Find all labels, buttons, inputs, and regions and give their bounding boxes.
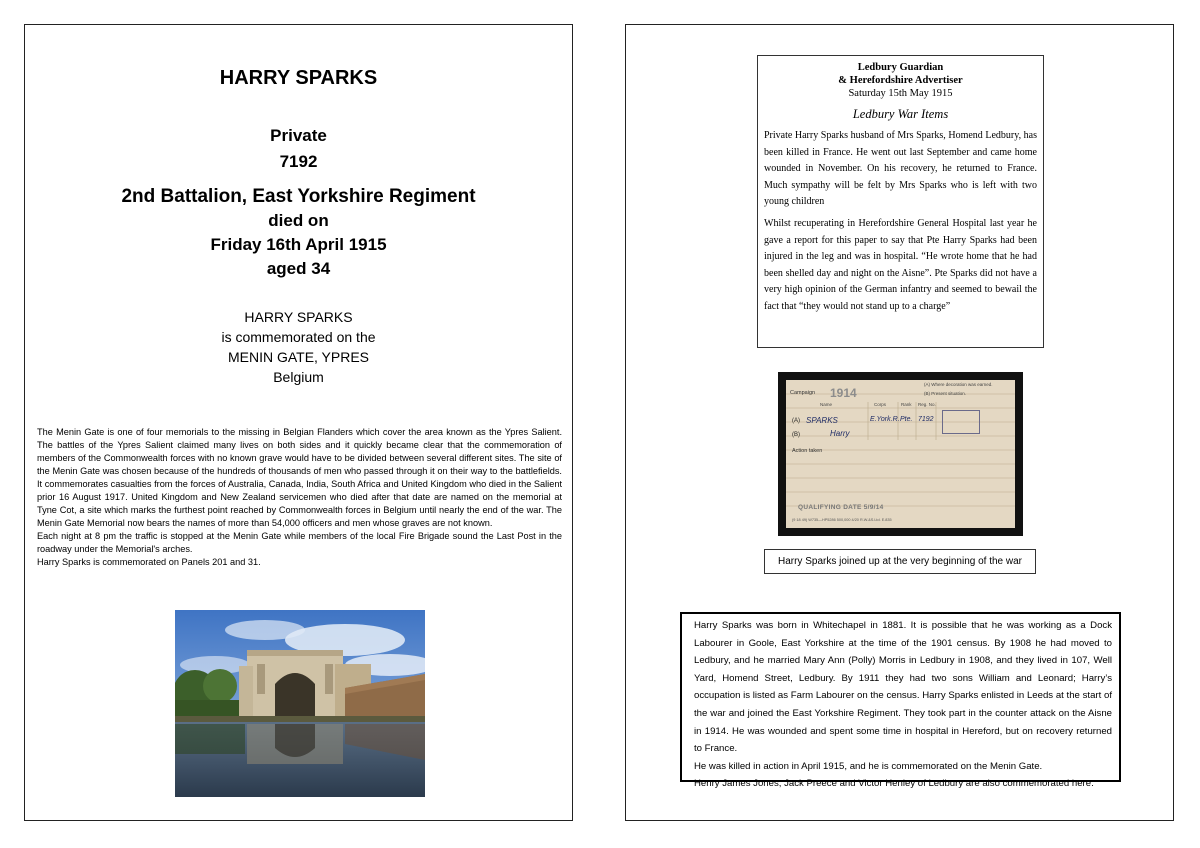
newspaper-heading: Ledbury War Items bbox=[852, 107, 949, 121]
row-a-name: SPARKS bbox=[806, 416, 838, 425]
qualifying-date: QUALIFYING DATE 5/9/14 bbox=[798, 504, 884, 511]
col-regno: Reg. No. bbox=[918, 402, 936, 407]
regiment-block bbox=[25, 185, 572, 281]
panels-paragraph: Harry Sparks is commemorated on Panels 201 and 31. bbox=[37, 557, 261, 567]
newspaper-title-line-2: & Herefordshire Advertiser bbox=[838, 75, 963, 86]
commemorated-on-label: is commemorated on the bbox=[221, 329, 376, 345]
medal-card-body bbox=[786, 380, 1015, 528]
right-page bbox=[625, 24, 1174, 821]
rank-block bbox=[25, 123, 572, 175]
rank: Private bbox=[270, 126, 327, 145]
row-a-number: 7192 bbox=[918, 416, 934, 423]
action-label: Action taken bbox=[792, 448, 823, 454]
memorial-paragraph: The Menin Gate is one of four memorials to the missing in Belgian Flanders which cover the area known as the Ypres Salient. The battles of the Ypres Salient claimed many lives on both sides and it quickly became clear that the commemoration of members of the Commonwealth forces with no known grave would have to be divided between several different sites. The site of the Menin Gate was chosen because of the hundreds of thousands of men who passed through it on their way to the battlefields. It commemorates casualties from the forces of Australia, Canada, India, South Africa and United Kingdom who died in the Salient prior 16 August 1917. United Kingdom and New Zealand servicemen who died after that date are named on the memorial at Tyne Cot, a site which marks the furthest point reached by Commonwealth forces in Belgium until nearly the end of the war. The Menin Gate Memorial now bears the names of more than 54,000 officers and men whose graves are not known. bbox=[37, 427, 562, 528]
died-on-label: died on bbox=[268, 211, 329, 230]
card-note-a: (A) Where decoration was earned. bbox=[924, 382, 993, 387]
row-a-label: (A) bbox=[792, 418, 800, 424]
left-page bbox=[24, 24, 573, 821]
biography-paragraph: Henry James Jones, Jack Preece and Victor Henley of Ledbury are also commemorated here. bbox=[694, 778, 1094, 790]
death-date: Friday 16th April 1915 bbox=[210, 235, 387, 254]
card-caption: Harry Sparks joined up at the very beginning of the war bbox=[764, 549, 1036, 574]
newspaper-paragraph: Whilst recuperating in Herefordshire General Hospital last year he gave a report for this paper to say that Pte Harry Sparks had been injured in the leg and was in hospital. “He wrote home that he had been shelled day and night on the Aisne”. Pte Sparks did not have a very high opinion of the German infantry and seemed to bewail the fact that “they would not stand up to a charge” bbox=[764, 217, 1037, 312]
memorial-country: Belgium bbox=[273, 369, 324, 385]
biography-box bbox=[680, 612, 1121, 790]
age: aged 34 bbox=[266, 259, 331, 278]
row-b-label: (B) bbox=[792, 432, 800, 438]
col-name: Name bbox=[820, 402, 833, 407]
col-rank: Rank bbox=[901, 402, 912, 407]
col-corps: Corps bbox=[874, 402, 887, 407]
newspaper-body bbox=[758, 128, 1043, 316]
last-post-paragraph: Each night at 8 pm the traffic is stopped at the Menin Gate while members of the local Fire Brigade sound the Last Post in the roadway under the Memorial's arches. bbox=[37, 531, 562, 554]
service-number: 7192 bbox=[279, 152, 318, 171]
newspaper-title bbox=[758, 61, 1043, 87]
card-footer: (9 18 49) W735—HP5286 500,000 4/20 R.W.&S.Ltd. E.835 bbox=[792, 518, 892, 522]
memorial-name: MENIN GATE, YPRES bbox=[227, 349, 370, 365]
biography-paragraph: He was killed in action in April 1915, and he is commemorated on the Menin Gate. bbox=[694, 760, 1043, 772]
row-a-rank: Pte. bbox=[900, 416, 913, 423]
newspaper-paragraph: Private Harry Sparks husband of Mrs Sparks, Homend Ledbury, has been killed in France. He went out last September and came home wounded in November. On his recovery, he returned to France. Much sympathy will be felt by Mrs Sparks who is left with two young children bbox=[764, 130, 1037, 208]
soldier-name-title: HARRY SPARKS bbox=[219, 67, 378, 89]
commemoration-block bbox=[25, 307, 572, 387]
campaign-label: Campaign bbox=[790, 390, 816, 396]
row-b-name: Harry bbox=[830, 429, 850, 438]
newspaper-title-line-1: Ledbury Guardian bbox=[857, 62, 944, 73]
newspaper-clipping bbox=[757, 55, 1044, 348]
biography-paragraph: Harry Sparks was born in Whitechapel in 1881. It is possible that he was working as a Dock Labourer in Goole, East Yorkshire at the time of the 1901 census. By 1908 he had moved to Ledbury, and he married Mary Ann (Polly) Morris in Ledbury in 1908, and they lived in 107, Well Yard, Homend Street, Ledbury. By 1911 they had two sons William and Leonard; Harry’s occupation is listed as Farm Labourer on the census. Harry Sparks enlisted in Leeds at the start of the war and joined the East Yorkshire Regiment. They took part in the counter attack on the Aisne in 1914. He was wounded and spent some time in hospital in Hereford, but on recovery returned to France. bbox=[694, 620, 1112, 755]
memorial-description bbox=[37, 426, 562, 569]
card-note-b: (B) Present situation. bbox=[924, 391, 967, 396]
regiment: 2nd Battalion, East Yorkshire Regiment bbox=[121, 186, 476, 207]
row-a-corps: E.York.R. bbox=[870, 416, 900, 423]
menin-gate-photo bbox=[175, 610, 425, 797]
newspaper-date: Saturday 15th May 1915 bbox=[848, 88, 953, 99]
medal-stamp bbox=[942, 410, 980, 434]
medal-index-card bbox=[778, 372, 1023, 536]
campaign-year: 1914 bbox=[830, 386, 857, 400]
commemorated-name: HARRY SPARKS bbox=[244, 309, 353, 325]
